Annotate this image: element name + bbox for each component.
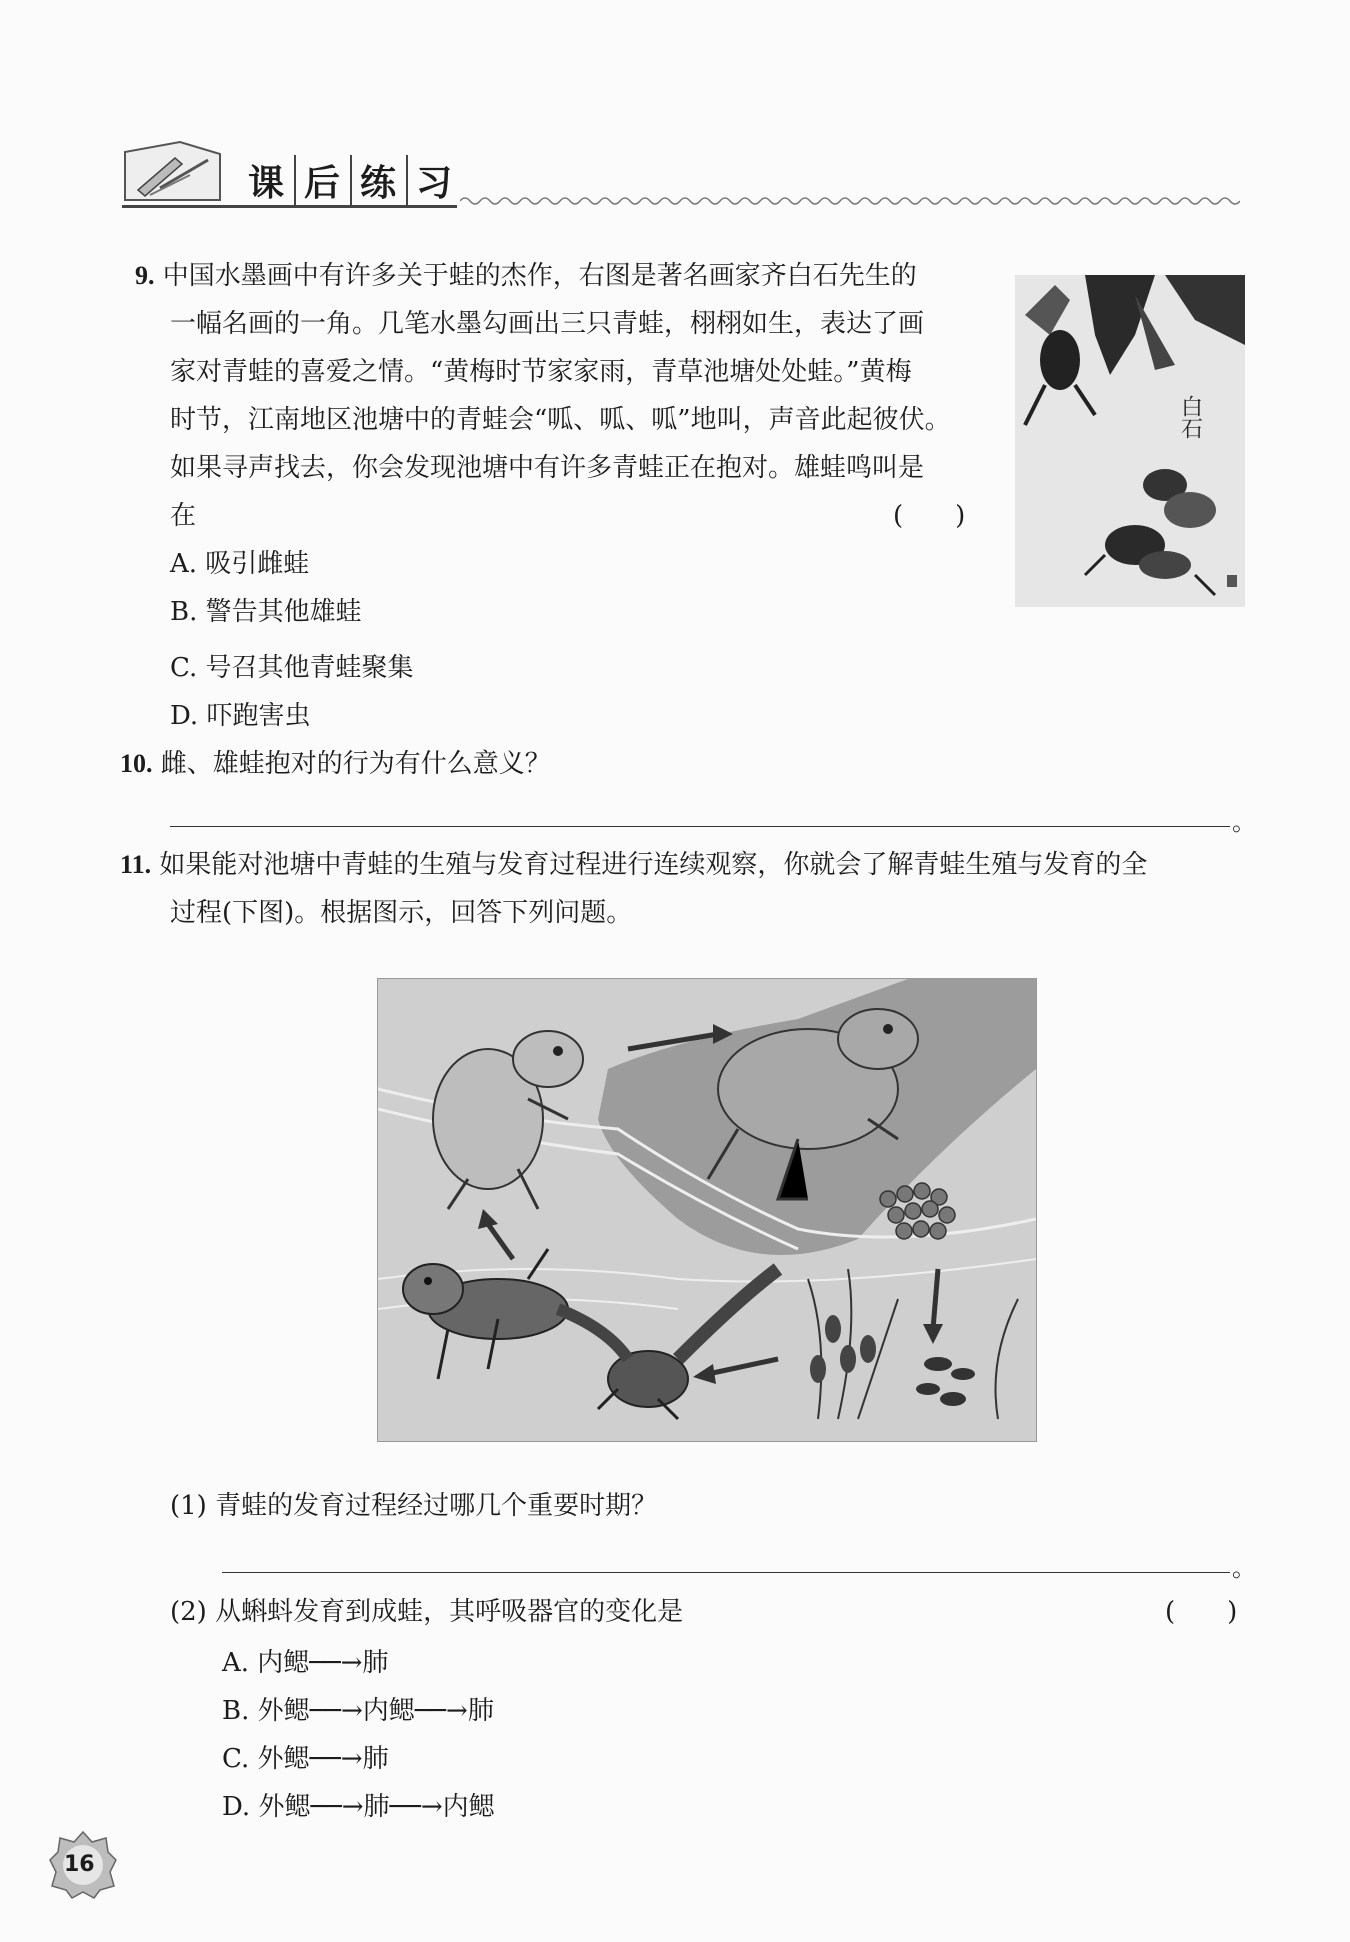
subquestion-2: (2) 从蝌蚪发育到成蛙，其呼吸器官的变化是 [170,1597,684,1627]
subquestion-1: (1) 青蛙的发育过程经过哪几个重要时期？ [170,1491,658,1521]
option-c[interactable]: C. 号召其他青蛙聚集 [170,653,414,683]
question-number: 9. [135,261,155,290]
question-11-line-2: 过程(下图)。根据图示，回答下列问题。 [170,898,633,928]
question-9-line-5: 如果寻声找去，你会发现池塘中有许多青蛙正在抱对。雄蛙鸣叫是 [170,453,925,483]
answer-line[interactable] [222,1572,1230,1573]
option-d[interactable]: D. 外鳃──→肺──→内鳃 [222,1792,495,1822]
question-number: 11. [120,850,152,879]
question-11-line-1: 11. 如果能对池塘中青蛙的生殖与发育过程进行连续观察，你就会了解青蛙生殖与发育的全 [120,850,1148,880]
wavy-divider [460,194,1240,208]
question-9-line-6: 在 [170,501,197,531]
question-10-text: 10. 雌、雄蛙抱对的行为有什么意义？ [120,749,551,779]
pencil-book-icon [120,140,225,210]
frog-life-cycle-illustration [377,978,1037,1442]
answer-line[interactable] [170,826,1230,827]
svg-text:白石: 白石 [1177,395,1203,439]
answer-parentheses[interactable]: ( ) [893,501,966,531]
end-period: 。 [1232,808,1256,836]
question-9-line-3: 家对青蛙的喜爱之情。“黄梅时节家家雨，青草池塘处处蛙。”黄梅 [170,357,912,387]
page-number: 16 [64,1852,95,1877]
option-a[interactable]: A. 内鳃──→肺 [222,1648,389,1678]
end-period: 。 [1232,1554,1256,1582]
option-a[interactable]: A. 吸引雌蛙 [170,549,310,579]
option-b[interactable]: B. 警告其他雄蛙 [170,597,362,627]
option-d[interactable]: D. 吓跑害虫 [170,701,311,731]
question-number: 10. [120,749,153,778]
question-9-line-4: 时节，江南地区池塘中的青蛙会“呱、呱、呱”地叫，声音此起彼伏。 [170,405,951,435]
qi-baishi-frog-painting [1015,275,1245,607]
question-9-line-1: 9. 中国水墨画中有许多关于蛙的杰作，右图是著名画家齐白石先生的 [135,261,917,291]
answer-parentheses[interactable]: ( ) [1165,1597,1238,1627]
option-c[interactable]: C. 外鳃──→肺 [222,1744,389,1774]
option-b[interactable]: B. 外鳃──→内鳃──→肺 [222,1696,494,1726]
section-title: 课 后 练 习 [240,155,462,206]
question-9-line-2: 一幅名画的一角。几笔水墨勾画出三只青蛙，栩栩如生，表达了画 [170,309,925,339]
